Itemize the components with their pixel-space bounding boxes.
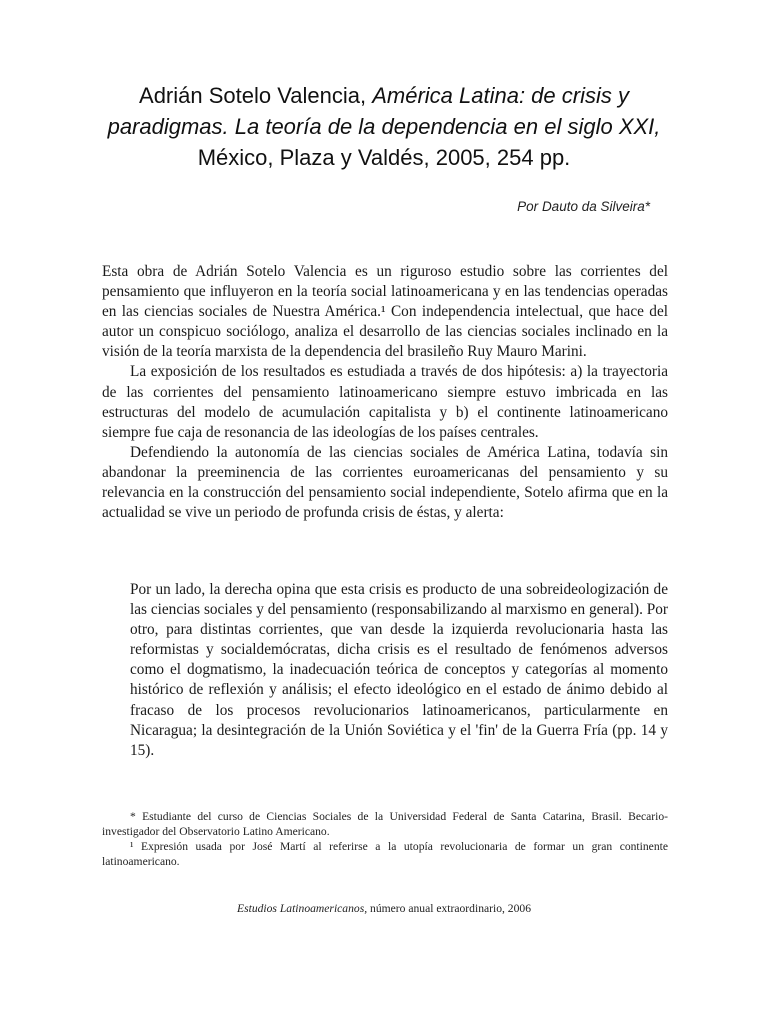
footnote-author: * Estudiante del curso de Ciencias Sociales de la Universidad Federal de Santa Catarina, Brasil. Becario-investigador del Observatorio Latino Americano. (102, 810, 668, 838)
footnote-1: ¹ Expresión usada por José Martí al referirse a la utopía revolucionaria de formar un gran continente latinoamericano. (102, 840, 668, 868)
book-title-line2: paradigmas. La teoría de la dependencia en el siglo XXI, (107, 114, 661, 139)
footnotes (102, 809, 668, 869)
review-title (90, 80, 678, 173)
paragraph-3: Defendiendo la autonomía de las ciencias sociales de América Latina, todavía sin abandonar la preeminencia de las corrientes euroamericanas del pensamiento y su relevancia en la construcción del pensamiento social independiente, Sotelo afirma que en la actualidad se vive un periodo de profunda crisis de éstas, y alerta: (102, 443, 668, 522)
journal-issue: número anual extraordinario, 2006 (367, 902, 531, 915)
reviewer-name: Dauto da Silveira* (541, 199, 650, 214)
reviewer-byline (517, 199, 650, 214)
journal-footer (0, 902, 768, 915)
paragraph-2: La exposición de los resultados es estudiada a través de dos hipótesis: a) la trayectoria de las corrientes del pensamiento latinoamericano siempre estuvo imbricada en las estructuras del modelo de acumulación capitalista y b) el continente latinoamericano siempre fue caja de resonancia de las ideologías de los países centrales. (102, 363, 668, 441)
paragraph-1: Esta obra de Adrián Sotelo Valencia es un riguroso estudio sobre las corrientes del pensamiento que influyeron en la teoría social latinoamericana y en las tendencias operadas en las ciencias sociales de Nuestra América.¹ Con independencia intelectual, que hace del autor un conspicuo sociólogo, analiza el desarrollo de las ciencias sociales inclinado en la visión de la teoría marxista de la dependencia del brasileño Ruy Mauro Marini. (102, 263, 668, 361)
book-title-line1: América Latina: de crisis y (372, 83, 629, 108)
publication-info: México, Plaza y Valdés, 2005, 254 pp. (197, 145, 571, 170)
book-author: Adrián Sotelo Valencia, (139, 83, 367, 108)
block-quote: Por un lado, la derecha opina que esta crisis es producto de una sobreideologización de las ciencias sociales y del pensamiento (responsabilizando al marxismo en general). Por otro, para distintas corrientes, que van desde la izquierda revolucionaria hasta las reformistas y socialdemócratas, dicha crisis es el resultado de fenómenos adversos como el dogmatismo, la inadecuación teórica de conceptos y categorías al momento histórico de reflexión y análisis; el efecto ideológico en el estado de ánimo debido al fracaso de los procesos revolucionarios latinoamericanos, particularmente en Nicaragua; la desintegración de la Unión Soviética y el 'fin' de la Guerra Fría (pp. 14 y 15). (130, 581, 668, 759)
review-body (102, 262, 668, 523)
journal-name: Estudios Latinoamericanos, (237, 902, 368, 915)
byline-prefix: Por (517, 199, 539, 214)
